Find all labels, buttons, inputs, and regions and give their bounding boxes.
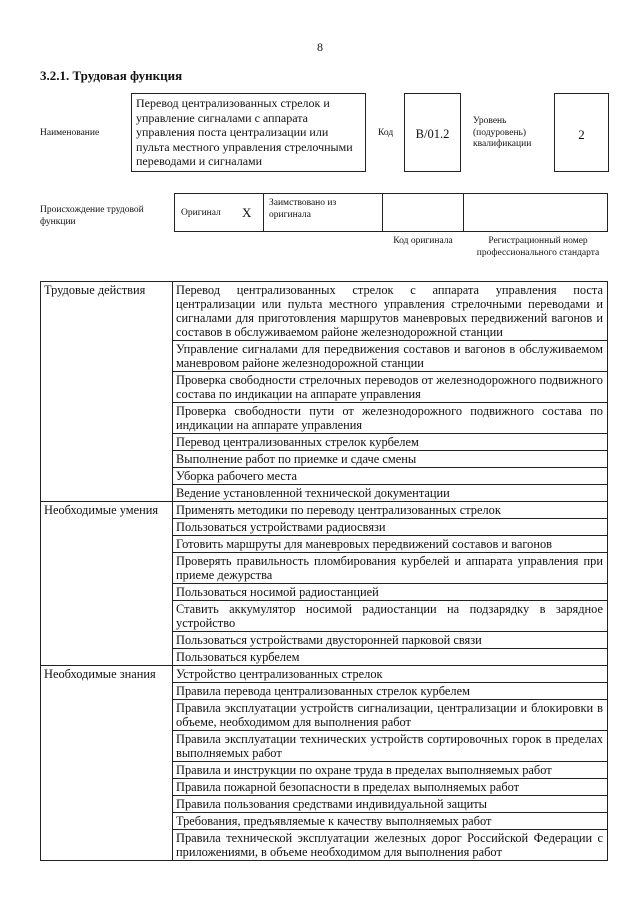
section-title-cell: Необходимые знания	[41, 666, 173, 861]
origin-original-cell	[174, 193, 264, 232]
section-item-cell: Готовить маршруты для маневровых передвижений составов и вагонов	[173, 536, 608, 553]
section-item-cell: Проверка свободности стрелочных переводов от железнодорожного подвижного состава по индикации на аппарате управления	[173, 372, 608, 403]
code-value: B/01.2	[404, 93, 461, 172]
name-label: Наименование	[40, 128, 100, 138]
section-item-cell: Правила перевода централизованных стрелок курбелем	[173, 683, 608, 700]
section-item-cell: Требования, предъявляемые к качеству выполняемых работ	[173, 813, 608, 830]
section-item-cell: Ставить аккумулятор носимой радиостанции на подзарядку в зарядное устройство	[173, 601, 608, 632]
section-item-cell: Проверка свободности пути от железнодорожного подвижного состава по индикации на аппарате управления	[173, 403, 608, 434]
section-item-cell: Правила эксплуатации устройств сигнализации, централизации и блокировки в объеме, необходимом для выполнения работ	[173, 700, 608, 731]
section-item-cell: Уборка рабочего места	[173, 468, 608, 485]
section-item-cell: Пользоваться носимой радиостанцией	[173, 584, 608, 601]
section-item-cell: Применять методики по переводу централизованных стрелок	[173, 502, 608, 519]
section-title-cell: Трудовые действия	[41, 282, 173, 502]
section-item-cell: Правила технической эксплуатации железных дорог Российской Федерации с приложениями, в объеме необходимом для выполнения работ	[173, 830, 608, 861]
section-item-cell: Выполнение работ по приемке и сдаче смены	[173, 451, 608, 468]
section-item-cell: Перевод централизованных стрелок курбелем	[173, 434, 608, 451]
section-item-cell: Правила эксплуатации технических устройств сортировочных горок в пределах выполняемых работ	[173, 731, 608, 762]
original-mark: X	[242, 205, 252, 220]
section-title-cell: Необходимые умения	[41, 502, 173, 666]
table-row	[41, 282, 608, 341]
section-title: 3.2.1. Трудовая функция	[40, 68, 183, 83]
code-original-cell	[382, 193, 464, 232]
reg-number-cell	[463, 193, 608, 232]
reg-number-caption: Регистрационный номер профессионального стандарта	[476, 236, 600, 258]
section-item-cell: Правила пользования средствами индивидуальной защиты	[173, 796, 608, 813]
section-item-cell: Пользоваться устройствами радиосвязи	[173, 519, 608, 536]
borrowed-label: Заимствовано из оригинала	[269, 198, 337, 220]
section-item-cell: Ведение установленной технической документации	[173, 485, 608, 502]
labor-function-table	[40, 281, 608, 861]
section-item-cell: Правила пожарной безопасности в пределах выполняемых работ	[173, 779, 608, 796]
section-item-cell: Пользоваться курбелем	[173, 649, 608, 666]
section-item-cell: Правила и инструкции по охране труда в пределах выполняемых работ	[173, 762, 608, 779]
table-row	[41, 666, 608, 683]
code-label: Код	[378, 128, 394, 138]
original-label: Оригинал	[181, 208, 221, 218]
level-value: 2	[554, 93, 609, 172]
origin-label: Происхождение трудовой функции	[40, 205, 144, 227]
name-value: Перевод централизованных стрелок и управление сигналами с аппарата управления поста централизации или пульта местного управления стрелочными переводами и сигналами	[131, 93, 366, 172]
borrowed-cell	[263, 193, 383, 232]
code-original-caption: Код оригинала	[393, 236, 453, 246]
section-item-cell: Пользоваться устройствами двусторонней парковой связи	[173, 632, 608, 649]
table-row	[41, 502, 608, 519]
section-item-cell: Проверять правильность пломбирования курбелей и аппарата управления при приеме дежурства	[173, 553, 608, 584]
section-item-cell: Управление сигналами для передвижения составов и вагонов в обслуживаемом маневровом районе железнодорожной станции	[173, 341, 608, 372]
level-label: Уровень (подуровень) квалификации	[473, 116, 532, 149]
section-item-cell: Перевод централизованных стрелок с аппарата управления поста централизации или пульта местного управления стрелочными переводами и сигналами для приготовления маршрутов маневровых передвижений вагонов и составов в обслуживаемом районе железнодорожной станции	[173, 282, 608, 341]
page-number: 8	[317, 40, 323, 54]
section-item-cell: Устройство централизованных стрелок	[173, 666, 608, 683]
